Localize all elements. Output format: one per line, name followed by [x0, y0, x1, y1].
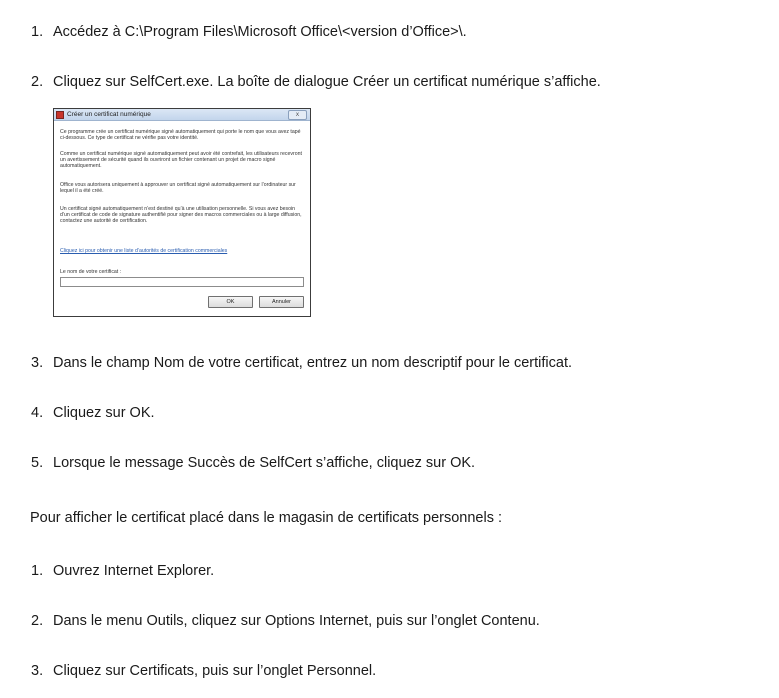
selfcert-dialog-screenshot	[53, 108, 311, 317]
step-number: 2.	[31, 74, 44, 90]
step-number: 4.	[31, 405, 44, 421]
step-text: Lorsque le message Succès de SelfCert s’affiche, cliquez sur OK.	[53, 455, 476, 471]
step-text: Cliquez sur SelfCert.exe. La boîte de dialogue Créer un certificat numérique s’affiche.	[53, 74, 601, 90]
dialog-paragraph: Un certificat signé automatiquement n’est destiné qu’à une utilisation personnelle. Si vous avez besoin d’un certificat de code de signature authentifié pour signer des macros commerciales ou à large diffusion, contactez une autorité de certification.	[60, 206, 302, 224]
step-text: Accédez à C:\Program Files\Microsoft Office\<version d’Office>\.	[53, 24, 467, 40]
step-number: 2.	[31, 613, 44, 629]
dialog-ok-button: OK	[208, 296, 253, 308]
step-text: Cliquez sur Certificats, puis sur l’onglet Personnel.	[53, 663, 377, 679]
close-icon: ꓫ	[288, 110, 307, 120]
certificate-icon	[56, 111, 64, 119]
dialog-paragraph: Comme un certificat numérique signé automatiquement peut avoir été contrefait, les utilisateurs recevront un avertissement de sécurité quand ils ouvriront un fichier contenant un projet de macro signé automatiquement.	[60, 151, 302, 169]
step-number: 5.	[31, 455, 44, 471]
dialog-field-label: Le nom de votre certificat :	[60, 269, 122, 275]
dialog-paragraph: Ce programme crée un certificat numérique signé automatiquement qui porte le nom que vous avez tapé ci-dessous. Ce type de certificat ne vérifie pas votre identité.	[60, 129, 301, 141]
dialog-certificate-name-field	[60, 277, 304, 287]
dialog-title-bar	[54, 109, 310, 121]
dialog-cancel-button: Annuler	[259, 296, 304, 308]
step-text: Cliquez sur OK.	[53, 405, 155, 421]
step-text: Dans le champ Nom de votre certificat, entrez un nom descriptif pour le certificat.	[53, 355, 572, 371]
step-text: Dans le menu Outils, cliquez sur Options Internet, puis sur l’onglet Contenu.	[53, 613, 540, 629]
step-number: 1.	[31, 563, 44, 579]
step-number: 3.	[31, 355, 44, 371]
step-number: 1.	[31, 24, 44, 40]
step-number: 3.	[31, 663, 44, 679]
dialog-paragraph: Office vous autorisera uniquement à approuver un certificat signé automatiquement sur l’ordinateur sur lequel il a été créé.	[60, 182, 296, 194]
dialog-body	[54, 121, 310, 316]
step-text: Ouvrez Internet Explorer.	[53, 563, 215, 579]
dialog-ca-link: Cliquez ici pour obtenir une liste d’autorités de certification commerciales	[60, 248, 228, 254]
dialog-title: Créer un certificat numérique	[67, 110, 151, 118]
intro-text: Pour afficher le certificat placé dans le magasin de certificats personnels :	[30, 510, 503, 526]
